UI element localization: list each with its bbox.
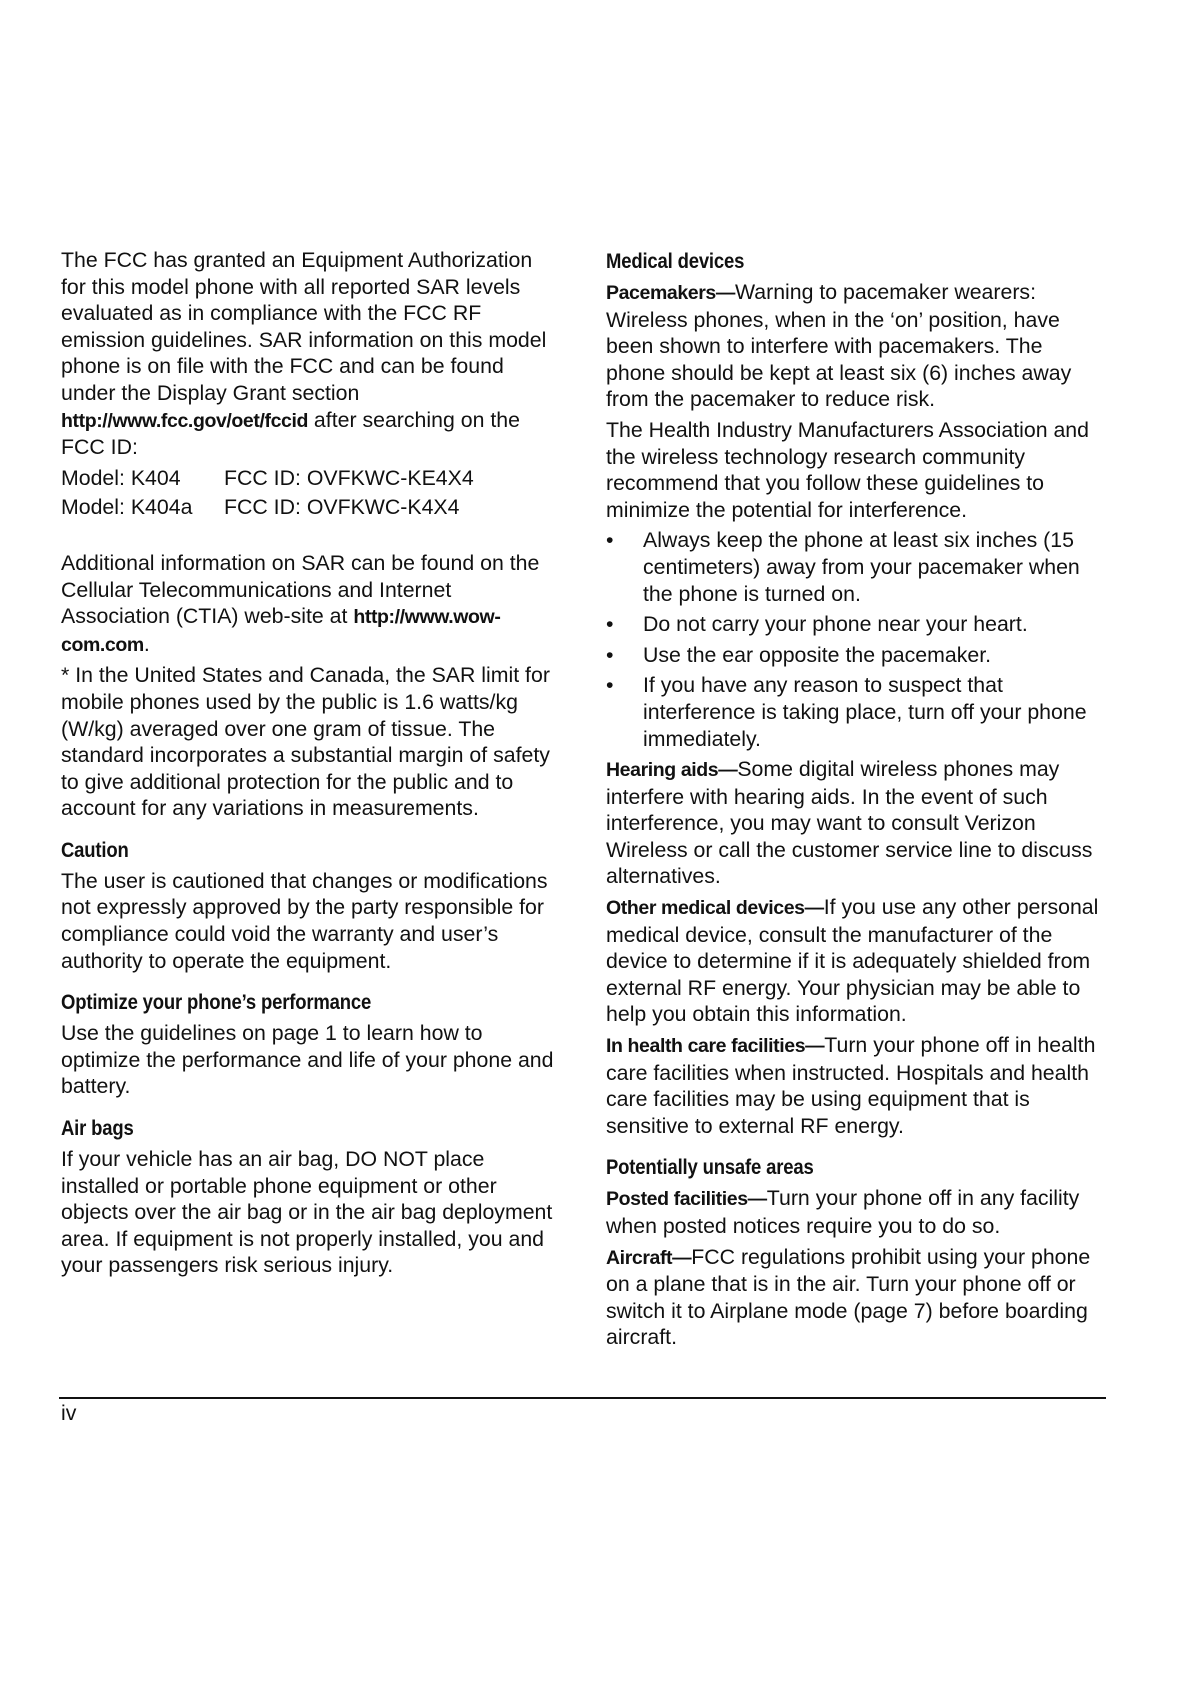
model-name: Model: K404a bbox=[61, 495, 193, 520]
list-item-text: Use the ear opposite the pacemaker. bbox=[643, 642, 992, 667]
list-item bbox=[606, 611, 1106, 638]
additional-info-paragraph bbox=[61, 550, 561, 658]
sar-intro-tail: after searching on the FCC ID: bbox=[61, 407, 520, 460]
list-item bbox=[606, 672, 1106, 752]
aircraft-paragraph bbox=[606, 1244, 1106, 1351]
sar-intro-paragraph bbox=[61, 247, 561, 461]
other-devices-text: If you use any other personal medical device, consult the manufacturer of the device to determine if it is adequately shielded from external RF energy. Your physician may be able to help you obtain this information. bbox=[606, 895, 1099, 1027]
pacemakers-label: Pacemakers— bbox=[606, 282, 735, 304]
bullet-icon: • bbox=[606, 612, 614, 637]
hima-paragraph: The Health Industry Manufacturers Association and the wireless technology research community recommend that you follow these guidelines to minimize the potential for interference. bbox=[606, 417, 1089, 522]
hearing-aids-paragraph bbox=[606, 756, 1106, 890]
pacemakers-paragraph bbox=[606, 279, 1106, 413]
fcc-id: FCC ID: OVFKWC-K4X4 bbox=[224, 495, 460, 520]
optimize-heading: Optimize your phone’s performance bbox=[61, 990, 372, 1015]
list-item-text: If you have any reason to suspect that interference is taking place, turn off your phone immediately. bbox=[643, 673, 1087, 751]
unsafe-areas-heading: Potentially unsafe areas bbox=[606, 1155, 814, 1180]
list-item bbox=[606, 527, 1106, 607]
ctia-url: http://www.wow-com.com bbox=[61, 606, 501, 656]
right-column bbox=[606, 247, 1106, 1355]
aircraft-label: Aircraft— bbox=[606, 1246, 692, 1269]
health-care-label: In health care facilities— bbox=[606, 1035, 825, 1058]
aircraft-text: FCC regulations prohibit using your phone on a plane that is in the air. Turn your phone off or switch it to Airplane mode (page 7) before boarding aircraft. bbox=[606, 1244, 1091, 1350]
list-item bbox=[606, 642, 1106, 669]
bullet-icon: • bbox=[606, 673, 614, 698]
medical-devices-heading: Medical devices bbox=[606, 249, 745, 273]
fcc-url: http://www.fcc.gov/oet/fccid bbox=[61, 409, 309, 432]
additional-info-text: Additional information on SAR can be found on the Cellular Telecommunications and Internet Association (CTIA) web-site at bbox=[61, 550, 540, 629]
spacer bbox=[61, 524, 561, 550]
list-item-text: Do not carry your phone near your heart. bbox=[643, 612, 1028, 637]
list-item-text: Always keep the phone at least six inches (15 centimeters) away from your pacemaker when the phone is turned on. bbox=[643, 528, 1080, 606]
posted-facilities-label: Posted facilities— bbox=[606, 1188, 767, 1211]
model-row-k404 bbox=[61, 465, 561, 492]
other-devices-paragraph bbox=[606, 894, 1106, 1028]
health-care-text: Turn your phone off in health care facilities when instructed. Hospitals and health care facilities may be using equipment that is sensitive to external RF energy. bbox=[606, 1033, 1096, 1138]
airbags-heading: Air bags bbox=[61, 1116, 134, 1141]
health-care-paragraph bbox=[606, 1032, 1106, 1139]
bullet-icon: • bbox=[606, 642, 614, 667]
sar-limit-paragraph: * In the United States and Canada, the SAR limit for mobile phones used by the public is 1.6 watts/kg (W/kg) averaged over one gram of tissue. The standard incorporates a substantial margin of safety to give additional protection for the public and to account for any variations in measurements. bbox=[61, 663, 550, 821]
fcc-id: FCC ID: OVFKWC-KE4X4 bbox=[224, 465, 474, 490]
caution-heading: Caution bbox=[61, 837, 129, 862]
other-devices-label: Other medical devices— bbox=[606, 897, 824, 920]
pacemakers-text: Warning to pacemaker wearers: Wireless phones, when in the ‘on’ position, have been shown to interfere with pacemakers. The phone should be kept at least six (6) inches away from the pacemaker to reduce risk. bbox=[606, 280, 1072, 412]
posted-facilities-text: Turn your phone off in any facility when posted notices require you to do so. bbox=[606, 1186, 1080, 1238]
airbags-paragraph: If your vehicle has an air bag, DO NOT place installed or portable phone equipment or other objects over the air bag or in the air bag deployment area. If equipment is not properly installed, you and your passengers risk serious injury. bbox=[61, 1147, 553, 1278]
sar-intro-text: The FCC has granted an Equipment Authorization for this model phone with all reported SAR levels evaluated as in compliance with the FCC RF emission guidelines. SAR information on this model phone is on file with the FCC and can be found under the Display Grant section bbox=[61, 248, 547, 405]
pacemaker-guidelines-list bbox=[606, 527, 1106, 752]
left-column bbox=[61, 247, 561, 1283]
hearing-aids-text: Some digital wireless phones may interfere with hearing aids. In the event of such interference, you may want to consult Verizon Wireless or call the customer service line to discuss alternatives. bbox=[606, 757, 1093, 889]
model-row-k404a bbox=[61, 494, 561, 521]
caution-paragraph: The user is cautioned that changes or modifications not expressly approved by the party responsible for compliance could void the warranty and user’s authority to operate the equipment. bbox=[61, 868, 548, 973]
hearing-aids-label: Hearing aids— bbox=[606, 759, 738, 782]
bullet-icon: • bbox=[606, 528, 614, 553]
optimize-paragraph: Use the guidelines on page 1 to learn how to optimize the performance and life of your phone and battery. bbox=[61, 1021, 554, 1099]
posted-facilities-paragraph bbox=[606, 1185, 1106, 1239]
model-name: Model: K404 bbox=[61, 465, 181, 490]
footer-rule bbox=[59, 1397, 1106, 1399]
ctia-period: . bbox=[143, 631, 150, 656]
page-number: iv bbox=[61, 1401, 77, 1425]
